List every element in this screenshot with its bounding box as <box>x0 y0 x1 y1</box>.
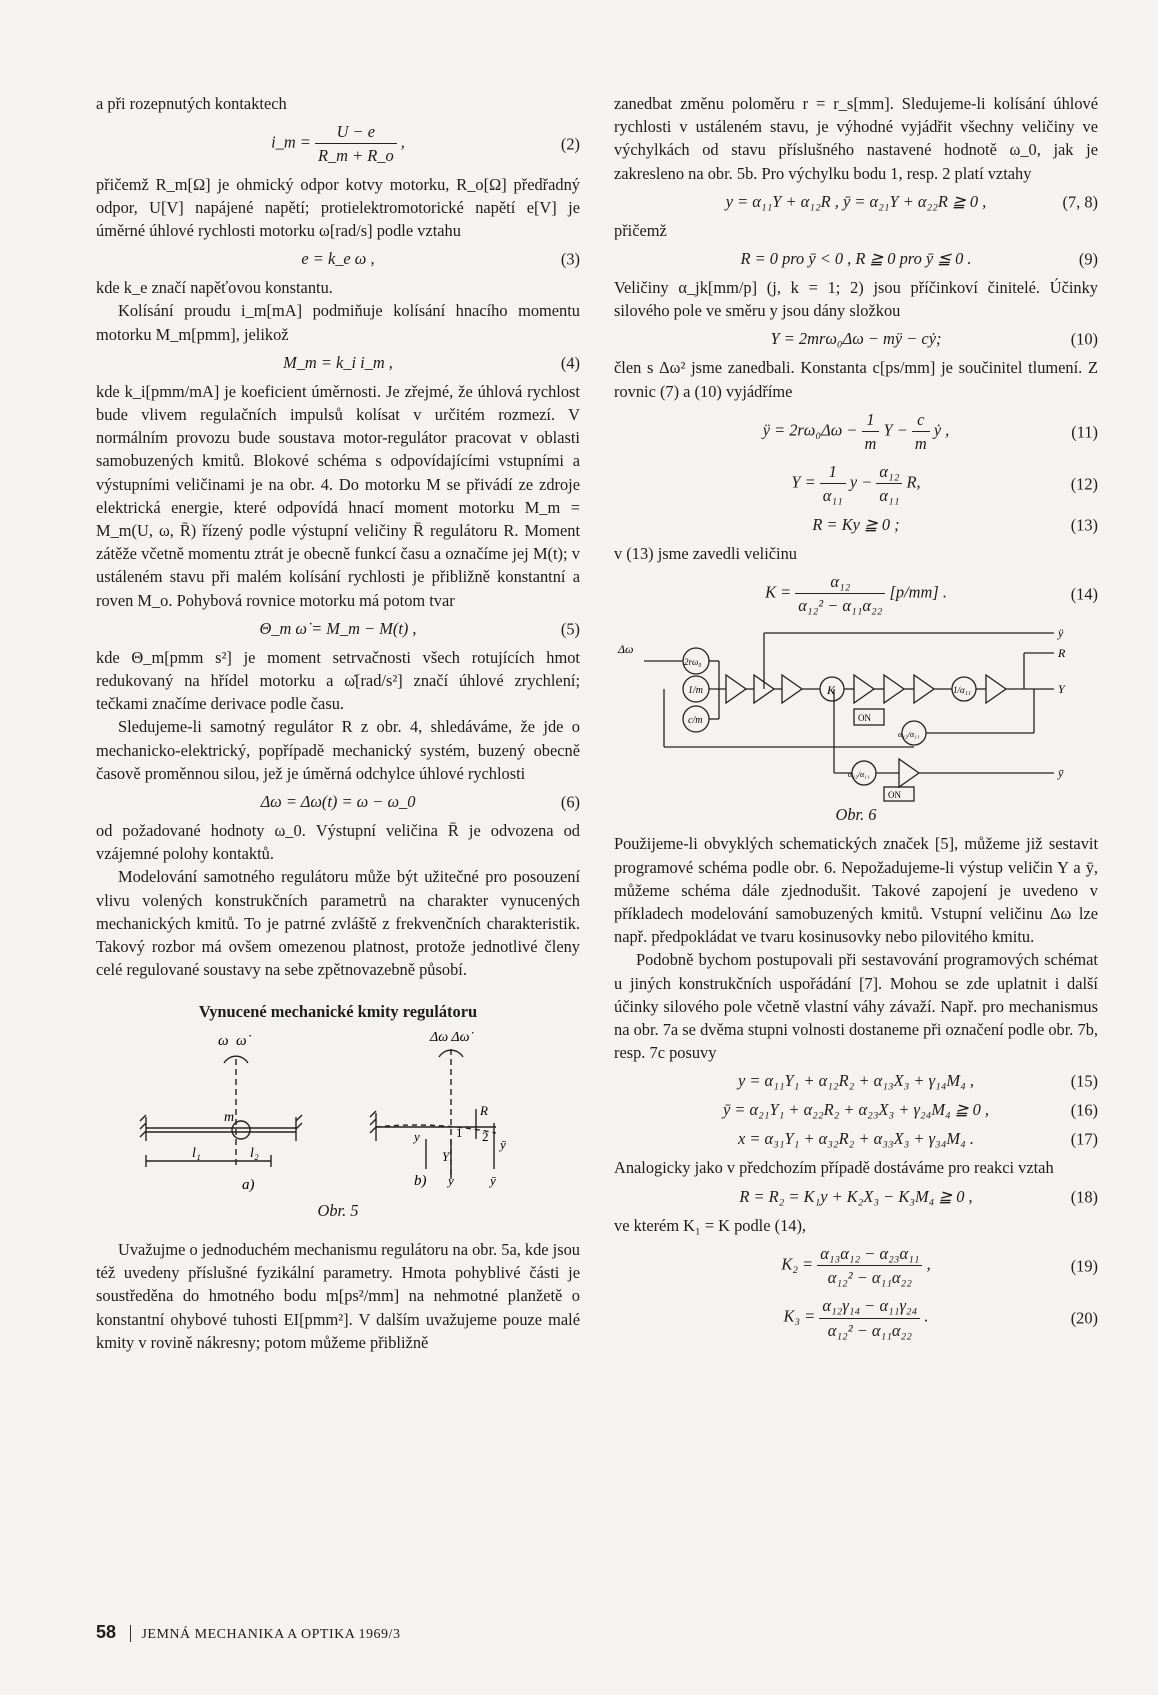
eq19-den: α₁₂² − α₁₁α₂₂ <box>827 1268 912 1288</box>
equation-7-8 <box>614 190 1098 214</box>
equation-number: (18) <box>1070 1187 1098 1207</box>
fig6-on-switch-lower: ON <box>888 790 901 801</box>
fig6-output-ybar: ȳ <box>1058 766 1064 781</box>
eq11-mid: Y − <box>883 420 912 440</box>
equation-14 <box>614 570 1098 617</box>
eq18-body: R = R₂ = K₁y + K₂X₃ − K₃M₄ ≧ 0 , <box>739 1186 973 1206</box>
fig5-deltaomega-label: Δω Δω̇ <box>430 1029 470 1045</box>
fig6-gain-1m: 1/m <box>688 685 703 697</box>
equation-number: (16) <box>1070 1100 1098 1120</box>
equation-number: (6) <box>560 792 580 812</box>
figure-6-caption: Obr. 6 <box>835 805 877 825</box>
eq2-numerator: U − e <box>315 120 397 144</box>
equation-20 <box>614 1294 1098 1341</box>
paragraph: v (13) jsme zavedli veličinu <box>614 543 797 563</box>
fig6-gain-cm: c/m <box>688 715 703 727</box>
equation-12 <box>614 460 1098 507</box>
equation-4 <box>96 351 580 375</box>
eq12-mid: y − <box>849 472 877 492</box>
equation-17 <box>614 1127 1098 1151</box>
equation-6 <box>96 790 580 814</box>
equation-number: (11) <box>1071 421 1098 441</box>
fig5-omegadot-label: ω̇ <box>236 1032 247 1049</box>
fig6-gain-a12a11-lower: α₁₂/α₁₁ <box>848 770 870 780</box>
paragraph: Sledujeme-li samotný regulátor R z obr. 4, shledáváme, že jde o mechanicko-elektrický, popřípadě mechanický systém, buzený obecně časově proměnnou silou, jež je úměrná odchylce úhlové rychlosti <box>96 717 580 783</box>
eq6-body: Δω = Δω(t) = ω − ω_0 <box>260 792 416 812</box>
fig6-gain-1a11: 1/α₁₁ <box>953 685 971 696</box>
fig5-ybar-label: ȳ <box>500 1136 506 1152</box>
equation-15 <box>614 1069 1098 1093</box>
paragraph: od požadované hodnoty ω_0. Výstupní veličina R̄ je odvozena od vzájemné polohy kontaktů. <box>96 821 580 864</box>
fig6-output-R: R <box>1058 646 1066 661</box>
eq17-body: x = α₃₁Y₁ + α₃₂R₂ + α₃₃X₃ + γ₃₄M₄ . <box>738 1129 974 1149</box>
fig5-ybar-bottom-label: ȳ <box>490 1172 496 1188</box>
equation-number: (4) <box>560 353 580 373</box>
left-column <box>96 92 580 1354</box>
fig6-dw-label: Δω <box>618 642 634 657</box>
paragraph: přičemž R_m[Ω] je ohmický odpor kotvy motorku, R_o[Ω] předřadný odpor, U[V] napájené napětí; protielektromotorické napětí e[V] je úměrné úhlové rychlosti motorku ω[rad/s] podle vztahu <box>96 174 580 241</box>
eq12-f1-den: α₁₁ <box>822 486 843 506</box>
equation-number: (9) <box>1078 249 1098 269</box>
equation-number: (20) <box>1070 1308 1098 1328</box>
equation-10 <box>614 327 1098 351</box>
eq11-fraction-1 <box>862 408 880 455</box>
footer-divider <box>130 1625 131 1642</box>
equation-number: (5) <box>560 619 580 639</box>
equation-5 <box>96 617 580 641</box>
figure-6-block-diagram <box>614 623 1098 803</box>
fig6-gain-K: K <box>827 683 836 698</box>
eq19-lhs: K₂ = <box>781 1254 818 1274</box>
fig5-y-label: y <box>414 1128 420 1144</box>
eq9-body: R = 0 pro ȳ < 0 , R ≧ 0 pro ȳ ≦ 0 . <box>740 249 972 269</box>
paragraph: kde Θ_m[pmm s²] je moment setrvačnosti všech rotujících hmot redukovaný na hřídel motorku a ω̇[rad/s²] značí úhlové zrychlení; tečkami značíme derivace podle času. <box>96 647 580 714</box>
eq11-fraction-2 <box>912 408 930 455</box>
equation-number: (15) <box>1070 1071 1098 1091</box>
equation-number: (3) <box>560 249 580 269</box>
page-footer <box>96 1622 400 1643</box>
section-heading: Vynucené mechanické kmity regulátoru <box>198 1001 478 1021</box>
eq12-lhs: Y = <box>791 472 820 492</box>
fig5-R-label: R <box>480 1102 488 1118</box>
paragraph: Podobně bychom postupovali při sestavování programových schémat u jiných konstrukčních uspořádání [7]. Mohou se zde uplatnit i další účinky silového pole včetně vlastní váhy závaží. Např. pro mechanismus na obr. 7a se dvěma stupni volnosti dostaneme při označení podle obr. 7b, resp. 7c posuvy <box>614 950 1098 1063</box>
eq19-num: α₁₃α₁₂ − α₂₃α₁₁ <box>817 1242 922 1266</box>
fig5-point1-label: 1 <box>456 1124 463 1140</box>
equation-9 <box>614 247 1098 271</box>
equation-number: (14) <box>1070 583 1098 603</box>
fig5-l2-label: l₂ <box>250 1145 259 1161</box>
fig5-a-label: a) <box>242 1176 255 1193</box>
eq11-tail: ẏ , <box>933 420 950 440</box>
equation-2 <box>96 120 580 167</box>
figure-5-caption: Obr. 5 <box>317 1200 359 1220</box>
fig6-gain-a12a11: α₁₂/α₁₁ <box>898 730 920 740</box>
eq13-body: R = Ky ≧ 0 ; <box>812 514 900 534</box>
eq12-f1-num: 1 <box>820 460 846 484</box>
eq12-tail: R, <box>906 472 921 492</box>
eq2-denominator: R_m + R_o <box>317 146 394 166</box>
fig5-point2-label: 2 <box>482 1128 489 1144</box>
page-number: 58 <box>96 1622 117 1642</box>
eq3-body: e = k_e ω , <box>301 249 375 269</box>
paragraph: kde k_i[pmm/mA] je koeficient úměrnosti. Je zřejmé, že úhlová rychlost bude vlivem regulačních impulsů kolísat v určitém rozmezí. V normálním provozu bude soustava motor-regulátor pracovat v oblasti samobuzených kmitů. Blokové schéma s odpovídajícími vstupními a výstupními veličinami je na obr. 4. Do motorku M se přivádí ze zdroje elektrická energie, které odpovídá hnací moment motorku M_m = M_m(U, ω, R̄) řízený podle výstupní veličiny R̄ regulátoru R. Moment zátěže včetně momentu ztrát je obecně funkcí času a označíme jej M(t); v ustáleném stavu při malém kolísání rychlosti je přibližně konstantní a roven M_o. Pohybová rovnice motorku má potom tvar <box>96 381 580 610</box>
eq11-f2-num: c <box>912 408 930 432</box>
paragraph: přičemž <box>614 220 667 240</box>
fig6-output-ydd: ÿ <box>1058 626 1064 641</box>
paragraph: Analogicky jako v předchozím případě dostáváme pro reakci vztah <box>614 1158 1054 1178</box>
eq12-f2-num: α₁₂ <box>876 460 902 484</box>
equation-16 <box>614 1098 1098 1122</box>
equation-number: (13) <box>1070 515 1098 535</box>
paragraph: Modelování samotného regulátoru může být užitečné pro posouzení vlivu volených konstrukčních parametrů na charakter vynucených mechanických kmitů. To je patrné zvláště z frekvenčních charakteristik. Takový rozbor má ovšem omezenou platnost, protože jednotlivé členy celé regulované soustavy na sebe zpětnovazebně působí. <box>96 867 580 980</box>
equation-number: (2) <box>560 134 580 154</box>
eq12-fraction-2 <box>876 460 902 507</box>
eq2-fraction <box>315 120 397 167</box>
fig6-on-switch: ON <box>858 713 871 724</box>
paragraph: ve kterém K₁ = K podle (14), <box>614 1215 807 1235</box>
fig5-l1-label: l₁ <box>192 1145 201 1161</box>
fig5-b-label: b) <box>414 1172 427 1189</box>
figure-6 <box>614 623 1098 826</box>
mass-circle <box>232 1121 250 1139</box>
figure-5 <box>96 1029 580 1222</box>
fig5-y-bottom-label: y <box>448 1172 454 1188</box>
eq19-tail: , <box>926 1254 931 1274</box>
right-column <box>614 92 1098 1347</box>
paragraph: Kolísání proudu i_m[mA] podmiňuje kolísání hnacího momentu motorku M_m[pmm], jelikož <box>96 301 580 344</box>
eq12-f2-den: α₁₁ <box>879 486 900 506</box>
equation-19 <box>614 1242 1098 1289</box>
paragraph: člen s Δω² jsme zanedbali. Konstanta c[ps/mm] je součinitel tlumení. Z rovnic (7) a (10) vyjádříme <box>614 358 1098 401</box>
equation-13 <box>614 513 1098 537</box>
eq20-lhs: K₃ = <box>783 1306 820 1326</box>
equation-number: (12) <box>1070 474 1098 494</box>
fig6-output-Y: Y <box>1058 682 1065 697</box>
eq20-den: α₁₂² − α₁₁α₂₂ <box>827 1320 912 1340</box>
fig5-mass-label: m <box>224 1109 235 1125</box>
eq14-num: α₁₂ <box>795 570 885 594</box>
equation-18 <box>614 1185 1098 1209</box>
eq20-num: α₁₂γ₁₄ − α₁₁γ₂₄ <box>819 1294 920 1318</box>
eq4-body: M_m = k_i i_m , <box>283 352 393 372</box>
eq5-body: Θ_m ω̇ = M_m − M(t) , <box>259 618 417 638</box>
eq19-fraction <box>817 1242 922 1289</box>
paragraph: kde k_e značí napěťovou konstantu. <box>96 278 333 298</box>
fig5-Y-label: Y <box>442 1148 450 1164</box>
equation-number: (17) <box>1070 1129 1098 1149</box>
paragraph: Veličiny α_jk[mm/p] (j, k = 1; 2) jsou příčinkoví činitelé. Účinky silového pole ve směru y jsou dány složkou <box>614 278 1098 321</box>
eq2-tail: , <box>400 132 405 152</box>
equation-3 <box>96 247 580 271</box>
journal-name: JEMNÁ MECHANIKA A OPTIKA 1969/3 <box>141 1627 401 1642</box>
paragraph: a při rozepnutých kontaktech <box>96 94 287 113</box>
equation-number: (19) <box>1070 1255 1098 1275</box>
eq20-tail: . <box>924 1306 929 1326</box>
eq14-fraction <box>795 570 885 617</box>
figure-5-drawing <box>96 1029 580 1199</box>
eq14-lhs: K = <box>765 582 796 602</box>
equation-11 <box>614 408 1098 455</box>
equation-number: (7, 8) <box>1062 192 1098 212</box>
fig6-gain-2rw0: 2rω₀ <box>684 657 702 668</box>
paragraph: zanedbat změnu poloměru r = r_s[mm]. Sledujeme-li kolísání úhlové rychlosti v ustáleném stavu, je výhodné vyjádřit všechny veličiny ve výchylkách od stavu příslušného nastavené hodnotě ω_0, jak je zakresleno na obr. 5b. Pro výchylku bodu 1, resp. 2 platí vztahy <box>614 94 1098 183</box>
eq10-body: Y = 2mrω₀Δω − mÿ − cẏ; <box>770 329 942 349</box>
equation-number: (10) <box>1070 329 1098 349</box>
eq14-den: α₁₂² − α₁₁α₂₂ <box>798 596 883 616</box>
eq14-tail: [p/mm] . <box>889 582 947 602</box>
eq20-fraction <box>819 1294 920 1341</box>
paragraph: Uvažujme o jednoduchém mechanismu regulátoru na obr. 5a, kde jsou též uvedeny příslušné fyzikální parametry. Hmota pohyblivé části je soustředěna do hmotného bodu m[ps²/mm] na nehmotné planžetě o konstantní ohybové tuhosti EI[pmm²]. V dalším uvažujeme pouze malé kmity v rovině nákresny; potom můžeme přibližně <box>96 1239 580 1352</box>
eq15-body: y = α₁₁Y₁ + α₁₂R₂ + α₁₃X₃ + γ₁₄M₄ , <box>738 1071 974 1091</box>
eq12-fraction-1 <box>820 460 846 507</box>
eq11-f2-den: m <box>914 434 927 454</box>
eq11-lhs: ÿ = 2rω₀Δω − <box>762 420 862 440</box>
eq11-f1-num: 1 <box>862 408 880 432</box>
eq16-body: ȳ = α₂₁Y₁ + α₂₂R₂ + α₂₃X₃ + γ₂₄M₄ ≧ 0 , <box>722 1100 990 1120</box>
eq2-lhs: i_m = <box>271 132 315 152</box>
paragraph: Použijeme-li obvyklých schematických značek [5], můžeme již sestavit programové schéma podle obr. 6. Nepožadujeme-li výstup veličin Y a ȳ, můžeme schéma dále zjednodušit. Takové zapojení je uvedeno v příkladech modelování samobuzených kmitů. Vstupní veličinu Δω lze např. předpokládat ve tvaru kosinusovky nebo pilovitého kmitu. <box>614 834 1098 947</box>
eq78-body: y = α₁₁Y + α₁₂R , ȳ = α₂₁Y + α₂₂R ≧ 0 , <box>725 191 987 211</box>
eq11-f1-den: m <box>864 434 877 454</box>
fig5-omega-label: ω <box>218 1032 229 1049</box>
